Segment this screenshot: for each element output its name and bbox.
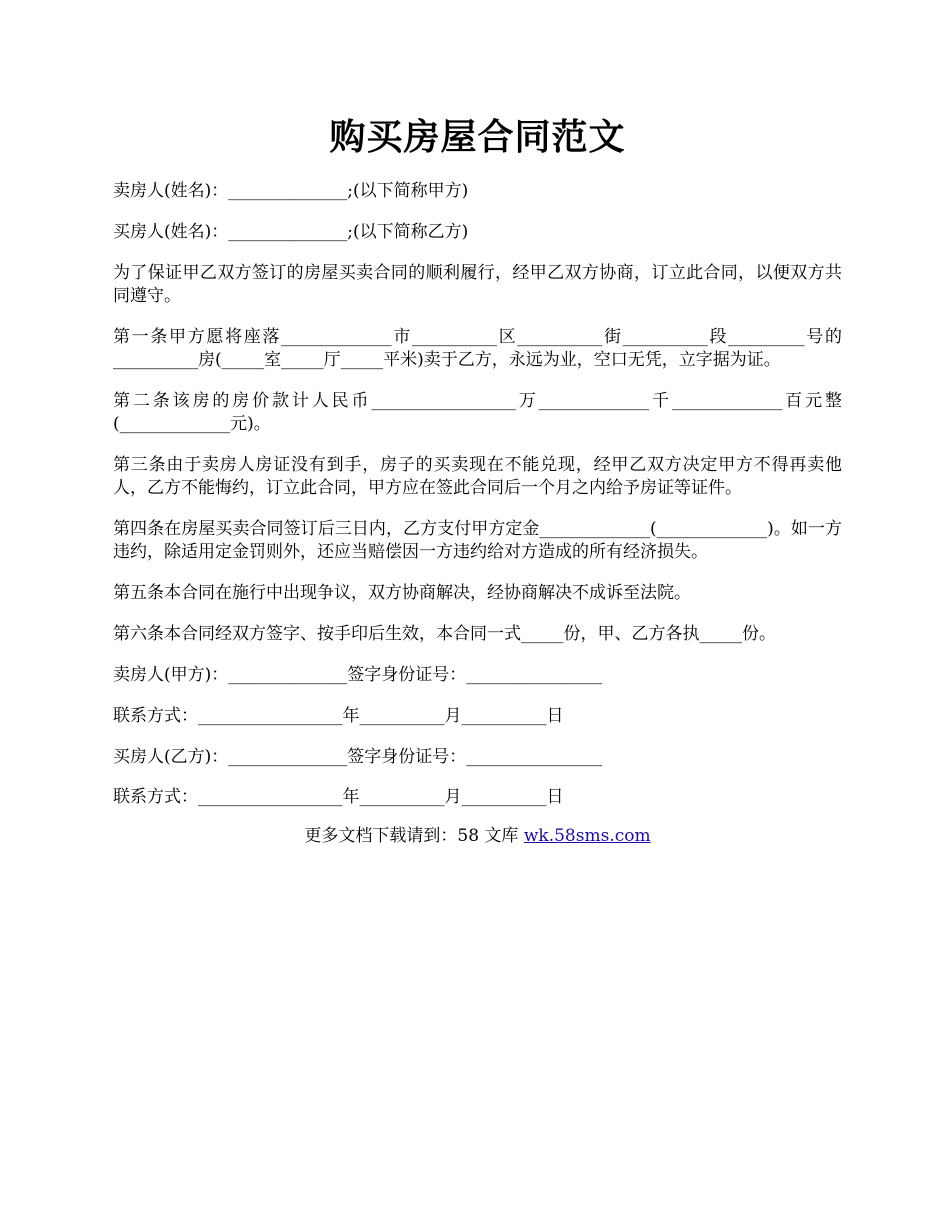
seller-signature-line: 卖房人(甲方)：______________签字身份证号：________________ bbox=[113, 665, 603, 685]
footer-text: 更多文档下载请到：58 文库 bbox=[304, 826, 524, 846]
footer bbox=[113, 825, 842, 848]
article-2: 第二条该房的房价款计人民币_________________万_____________千_____________百元整(_____________元)。 bbox=[113, 391, 842, 434]
article-4: 第四条在房屋买卖合同签订后三日内，乙方支付甲方定金_____________(_____________)。如一方违约，除适用定金罚则外，还应当赔偿因一方违约给对方造成的所有经济损失。 bbox=[113, 519, 842, 562]
buyer-contact-line: 联系方式：_________________年__________月__________日 bbox=[113, 787, 564, 807]
intro-paragraph: 为了保证甲乙双方签订的房屋买卖合同的顺利履行，经甲乙双方协商，订立此合同，以便双方共同遵守。 bbox=[113, 263, 842, 306]
seller-name-line: 卖房人(姓名)：______________;(以下简称甲方) bbox=[113, 181, 469, 201]
article-6: 第六条本合同经双方签字、按手印后生效，本合同一式_____份，甲、乙方各执_____份。 bbox=[113, 624, 776, 644]
document-title: 购买房屋合同范文 bbox=[329, 116, 626, 158]
buyer-signature-line: 买房人(乙方)：______________签字身份证号：________________ bbox=[113, 747, 603, 767]
buyer-name-line: 买房人(姓名)：______________;(以下简称乙方) bbox=[113, 222, 469, 242]
seller-contact-line: 联系方式：_________________年__________月__________日 bbox=[113, 706, 564, 726]
footer-link[interactable]: wk.58sms.com bbox=[523, 826, 651, 846]
article-3: 第三条由于卖房人房证没有到手，房子的买卖现在不能兑现，经甲乙双方决定甲方不得再卖他人，乙方不能悔约，订立此合同，甲方应在签此合同后一个月之内给予房证等证件。 bbox=[113, 455, 842, 498]
article-5: 第五条本合同在施行中出现争议，双方协商解决，经协商解决不成诉至法院。 bbox=[113, 583, 691, 603]
article-1: 第一条甲方愿将座落_____________市__________区__________街__________段_________号的__________房(_____室_____厅_____平米)卖于乙方，永远为业，空口无凭，立字据为证。 bbox=[113, 327, 842, 370]
